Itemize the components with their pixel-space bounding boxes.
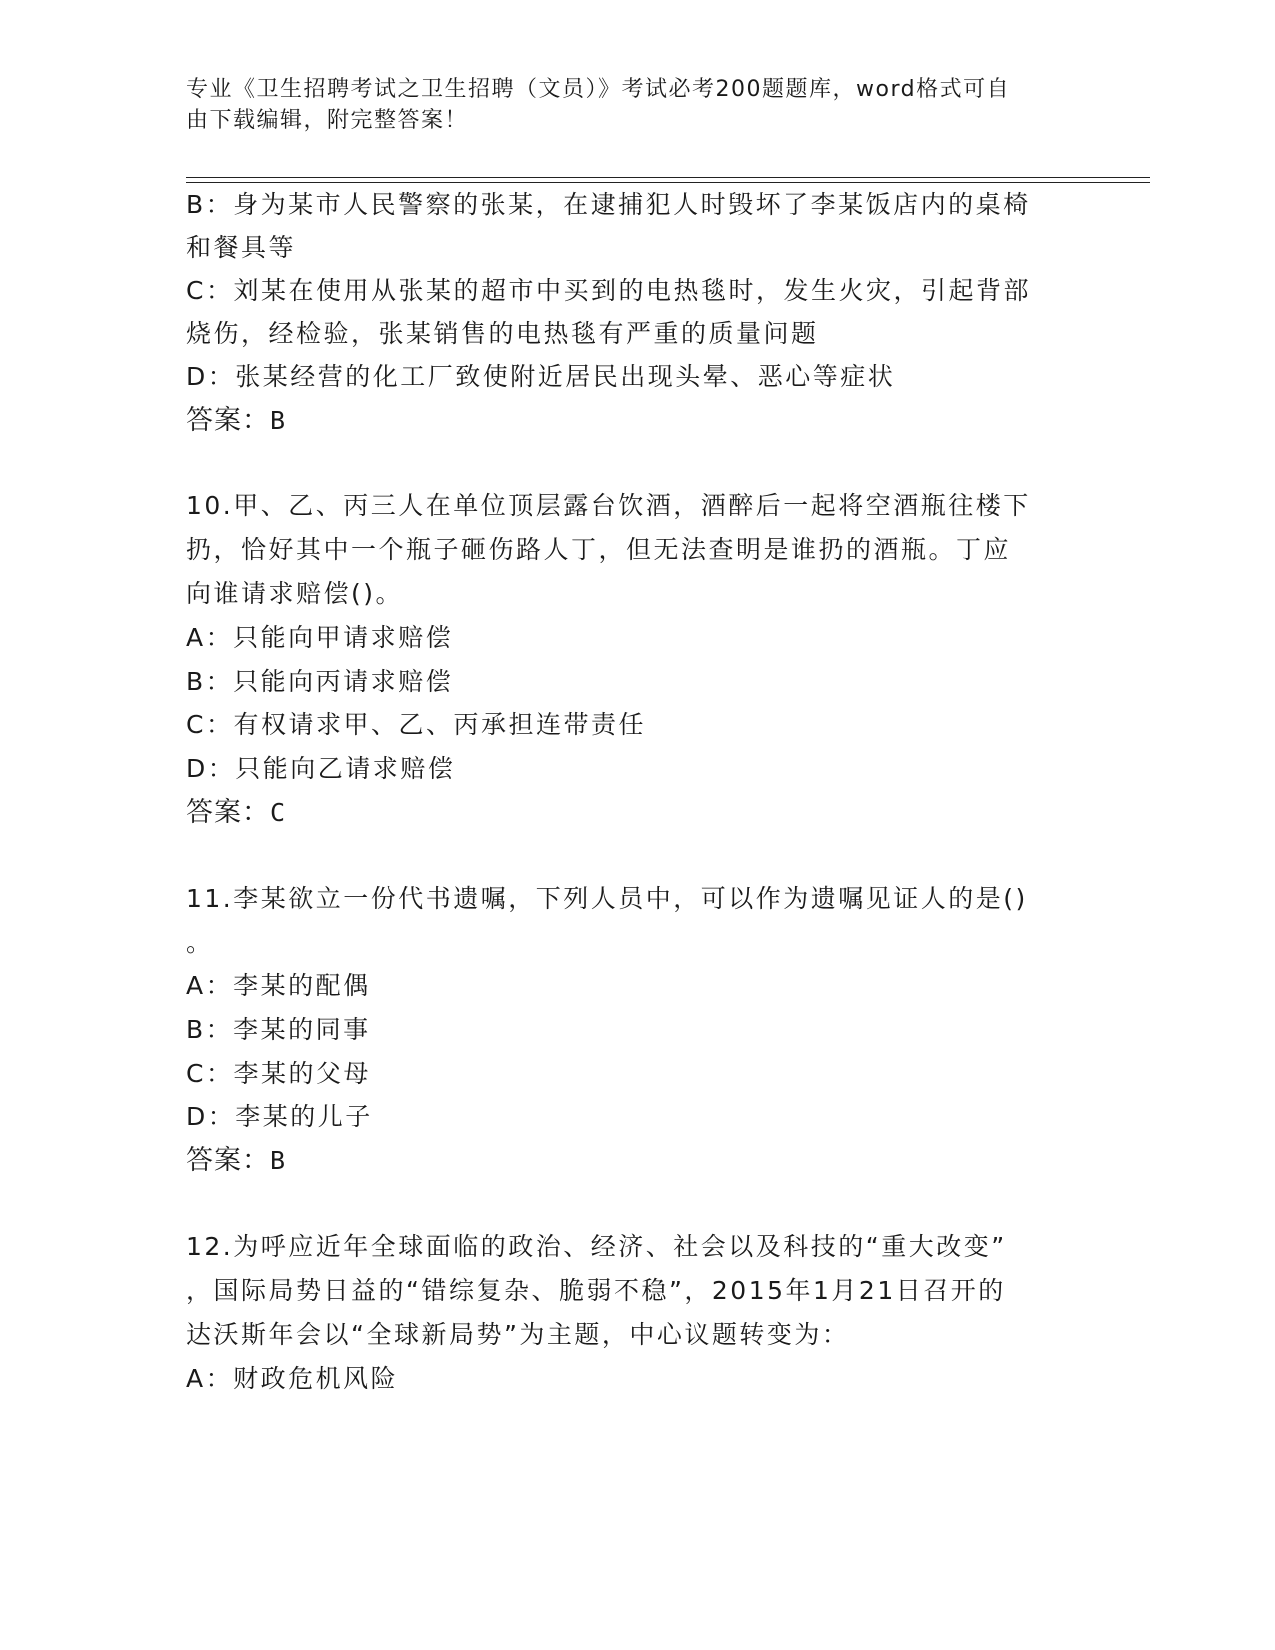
q10-option-a: A：只能向甲请求赔偿 (186, 623, 454, 652)
header-divider-bottom (186, 182, 1150, 183)
q11-option-b: B：李某的同事 (186, 1015, 371, 1044)
q9-option-c-line-1: C：刘某在使用从张某的超市中买到的电热毯时，发生火灾，引起背部 (186, 276, 1031, 305)
q10-answer-value: C (270, 798, 287, 827)
q10-option-c: C：有权请求甲、乙、丙承担连带责任 (186, 710, 646, 739)
q11-stem-line-2: 。 (186, 928, 214, 957)
q9-option-c-line-2: 烧伤，经检验，张某销售的电热毯有严重的质量问题 (186, 319, 819, 348)
q10-option-b: B：只能向丙请求赔偿 (186, 667, 454, 696)
header-line-1: 专业《卫生招聘考试之卫生招聘（文员）》考试必考200题题库，word格式可自 (186, 77, 1011, 102)
q11-option-a: A：李某的配偶 (186, 971, 371, 1000)
q11-answer-label: 答案： (186, 1145, 270, 1176)
q12-stem-line-3: 达沃斯年会以“全球新局势”为主题，中心议题转变为： (186, 1320, 850, 1349)
q9-answer (186, 406, 286, 436)
q11-answer-value: B (270, 1146, 287, 1175)
q10-option-d: D：只能向乙请求赔偿 (186, 754, 456, 783)
q9-answer-label: 答案： (186, 405, 270, 436)
q10-answer-label: 答案： (186, 797, 270, 828)
q11-option-c: C：李某的父母 (186, 1059, 371, 1088)
q9-option-b-line-2: 和餐具等 (186, 233, 297, 262)
header-line-2: 由下载编辑，附完整答案！ (186, 108, 469, 133)
q9-answer-value: B (270, 406, 287, 435)
q9-option-b-line-1: B：身为某市人民警察的张某，在逮捕犯人时毁坏了李某饭店内的桌椅 (186, 190, 1031, 219)
q9-option-d: D：张某经营的化工厂致使附近居民出现头晕、恶心等症状 (186, 362, 896, 391)
q11-option-d: D：李某的儿子 (186, 1102, 373, 1131)
q10-stem-line-3: 向谁请求赔偿()。 (186, 579, 404, 608)
q12-option-a: A：财政危机风险 (186, 1364, 399, 1393)
q12-stem-line-1: 12.为呼应近年全球面临的政治、经济、社会以及科技的“重大改变” (186, 1232, 1007, 1261)
document-header (186, 74, 1086, 136)
q10-stem-line-1: 10.甲、乙、丙三人在单位顶层露台饮酒，酒醉后一起将空酒瓶往楼下 (186, 491, 1031, 520)
q11-answer (186, 1146, 286, 1176)
q10-stem-line-2: 扔，恰好其中一个瓶子砸伤路人丁，但无法查明是谁扔的酒瓶。丁应 (186, 535, 1012, 564)
header-divider-top (186, 177, 1150, 178)
q11-stem-line-1: 11.李某欲立一份代书遗嘱，下列人员中，可以作为遗嘱见证人的是() (186, 884, 1028, 913)
q12-stem-line-2: ，国际局势日益的“错综复杂、脆弱不稳”，2015年1月21日召开的 (186, 1276, 1006, 1305)
q10-answer (186, 798, 286, 828)
